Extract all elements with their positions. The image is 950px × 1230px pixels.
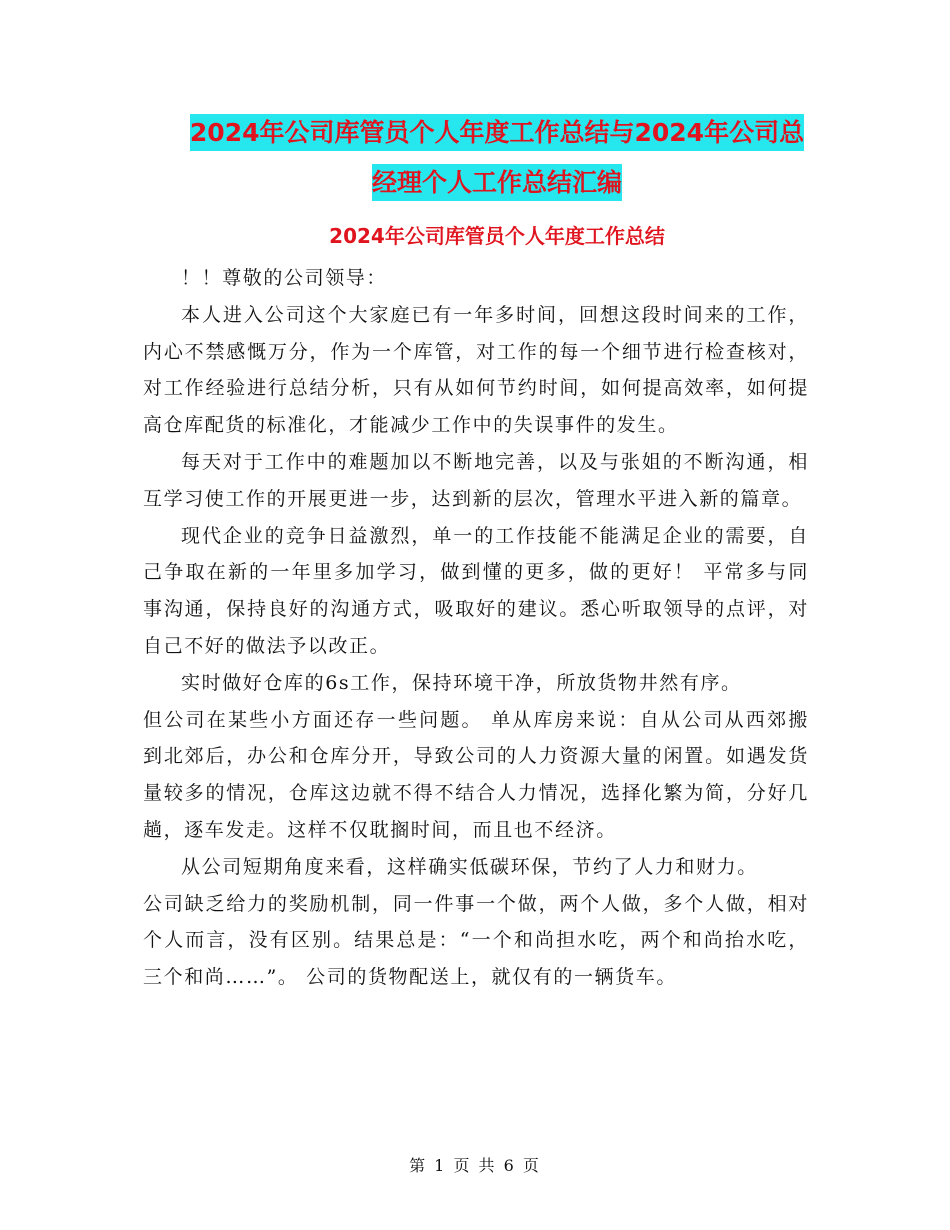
paragraph: 现代企业的竞争日益激烈，单一的工作技能不能满足企业的需要，自己争取在新的一年里多加学习，做到懂的更多，做的更好！ 平常多与同事沟通，保持良好的沟通方式，吸取好的建议。悉心听取领导的点评，对自己不好的做法予以改正。 [143, 524, 809, 657]
salutation: ！！尊敬的公司领导： [181, 267, 388, 289]
paragraph: 每天对于工作中的难题加以不断地完善，以及与张姐的不断沟通，相互学习使工作的开展更进一步，达到新的层次，管理水平进入新的篇章。 [143, 450, 809, 510]
document-body [143, 260, 809, 996]
paragraph: 本人进入公司这个大家庭已有一年多时间，回想这段时间来的工作，内心不禁感慨万分，作为一个库管，对工作的每一个细节进行检查核对，对工作经验进行总结分析，只有从如何节约时间，如何提高效率，如何提高仓库配货的标准化，才能减少工作中的失误事件的发生。 [143, 303, 809, 437]
title-line-1: 2024年公司库管员个人年度工作总结与2024年公司总 [190, 114, 804, 151]
paragraph: 实时做好仓库的6s工作，保持环境干净，所放货物井然有序。 [181, 671, 742, 694]
paragraph: 公司缺乏给力的奖励机制，同一件事一个做，两个人做，多个人做，相对个人而言，没有区别。结果总是：“一个和尚担水吃，两个和尚抬水吃，三个和尚……”。 公司的货物配送上，就仅有的一辆货车。 [143, 892, 809, 989]
document-title [120, 108, 874, 208]
page-footer: 第 1 页 共 6 页 [409, 1156, 541, 1175]
paragraph: 但公司在某些小方面还存一些问题。 单从库房来说：自从公司从西郊搬到北郊后，办公和仓库分开，导致公司的人力资源大量的闲置。如遇发货量较多的情况，仓库这边就不得不结合人力情况，选择化繁为简，分好几趟，逐车发走。这样不仅耽搁时间，而且也不经济。 [143, 708, 809, 841]
section-title: 2024年公司库管员个人年度工作总结 [329, 224, 665, 248]
title-line-2: 经理个人工作总结汇编 [372, 164, 622, 201]
paragraph: 从公司短期角度来看，这样确实低碳环保，节约了人力和财力。 [181, 855, 758, 878]
